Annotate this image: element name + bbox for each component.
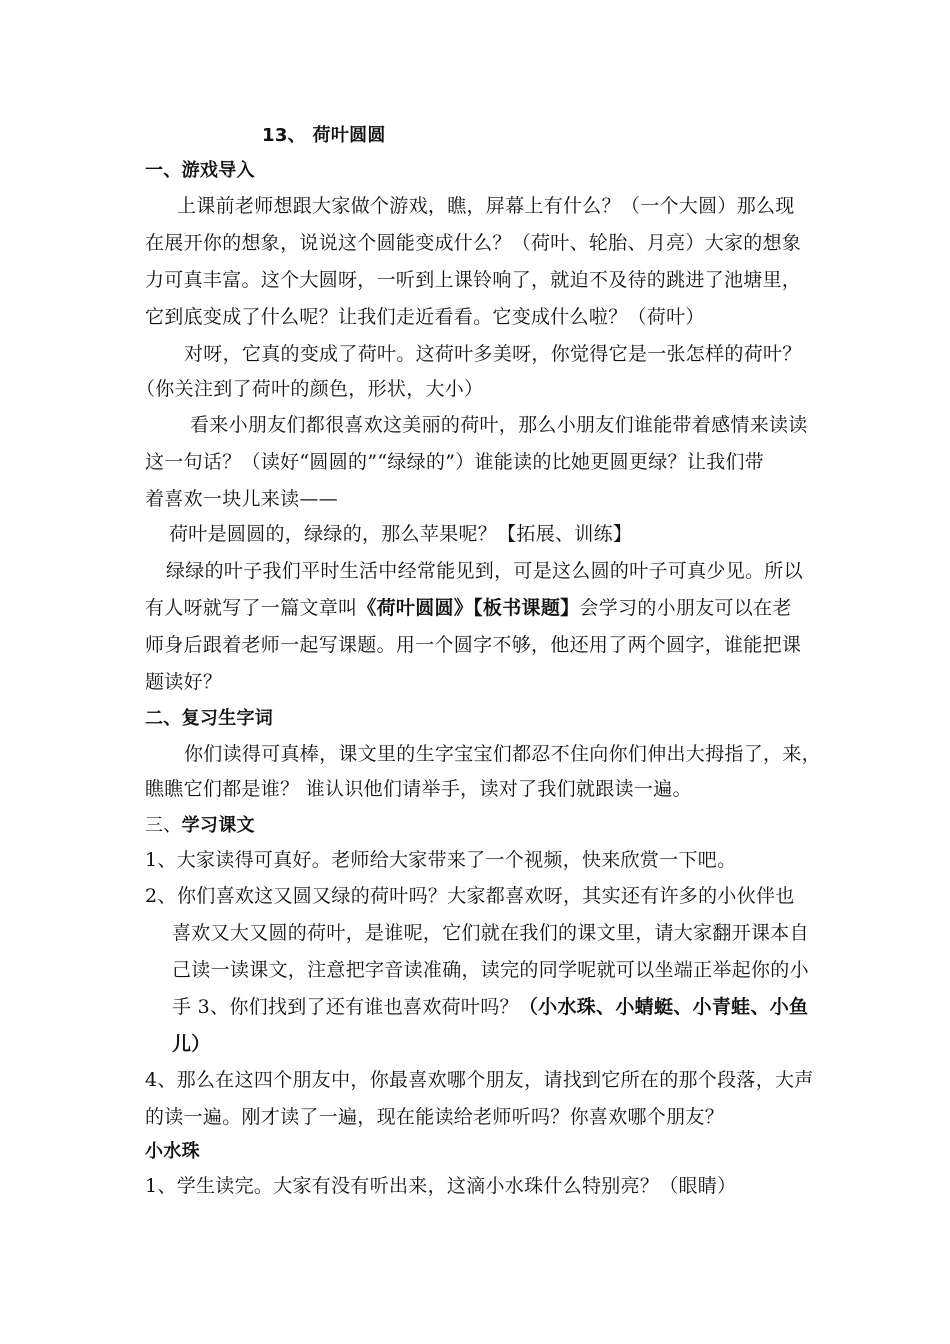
paragraph-line: 这一句话？（读好“圆圆的”“绿绿的”）谁能读的比她更圆更绿？让我们带 [145,451,765,473]
list-item-2-line-with-bold [172,993,808,1021]
board-title-run: 《荷叶圆圆》【板书课题】 [357,597,580,619]
section-heading-study-text [145,812,255,840]
text-run: 手 3、你们找到了还有谁也喜欢荷叶吗？ [172,996,519,1018]
paragraph-line: 师身后跟着老师一起写课题。用一个圆字不够，他还用了两个圆字，谁能把课 [145,634,802,656]
paragraph-line: 荷叶是圆圆的，绿绿的，那么苹果呢？【拓展、训练】 [169,523,633,545]
paragraph-line: 瞧瞧它们都是谁？ 谁认识他们请举手，读对了我们就跟读一遍。 [145,778,692,800]
list-item-2-line: 己读一读课文，注意把字音读准确，读完的同学呢就可以坐端正举起你的小 [172,959,809,981]
paragraph-line: （你关注到了荷叶的颜色，形状，大小） [136,378,484,400]
sub-list-item-1: 1、学生读完。大家有没有听出来，这滴小水珠什么特别亮？（眼睛） [145,1175,737,1197]
paragraph-line: 它到底变成了什么呢？让我们走近看看。它变成什么啦？（荷叶） [145,306,705,328]
list-item-4-line: 4、那么在这四个朋友中，你最喜欢哪个朋友，请找到它所在的那个段落，大声 [145,1069,814,1091]
paragraph-line-with-bold-title [145,594,792,622]
paragraph-line: 对呀，它真的变成了荷叶。这荷叶多美呀，你觉得它是一张怎样的荷叶？ [184,343,802,365]
paragraph-line: 题读好？ [145,671,223,693]
paragraph-line: 着喜欢一块儿来读—— [145,488,339,510]
paragraph-line: 在展开你的想象，说说这个圆能变成什么？（荷叶、轮胎、月亮）大家的想象 [145,232,802,254]
text-run: 有人呀就写了一篇文章叫 [145,597,358,619]
sub-heading-water-drop: 小水珠 [145,1141,200,1162]
friends-list-run: （小水珠、小蜻蜓、小青蛙、小鱼 [518,996,809,1018]
list-item-2-line: 你们喜欢这又圆又绿的荷叶吗？大家都喜欢呀，其实还有许多的小伙伴也 [177,885,795,907]
section-heading-game-intro: 一、游戏导入 [145,160,255,181]
list-item-2-line: 儿） [172,1033,211,1055]
heading-text: 学习课文 [181,815,255,836]
paragraph-line: 绿绿的叶子我们平时生活中经常能见到，可是这么圆的叶子可真少见。所以 [166,560,803,582]
paragraph-line: 看来小朋友们都很喜欢这美丽的荷叶，那么小朋友们谁能带着感情来读读 [190,414,808,436]
paragraph-line: 上课前老师想跟大家做个游戏，瞧，屏幕上有什么？（一个大圆）那么现 [177,195,795,217]
list-item-2-number: 2、 [145,885,177,907]
paragraph-line: 你们读得可真棒，课文里的生字宝宝们都忍不住向你们伸出大拇指了，来， [184,743,821,765]
text-run: 会学习的小朋友可以在老 [579,597,792,619]
list-item-4-line: 的读一遍。刚才读了一遍，现在能读给老师听吗？你喜欢哪个朋友？ [145,1106,725,1128]
heading-number: 三、 [145,815,182,836]
list-item-1: 1、大家读得可真好。老师给大家带来了一个视频，快来欣赏一下吧。 [145,849,737,871]
list-item-2-line: 喜欢又大又圆的荷叶，是谁呢，它们就在我们的课文里，请大家翻开课本自 [172,922,809,944]
section-heading-review: 二、复习生字词 [145,708,274,729]
lesson-title: 13、 荷叶圆圆 [262,125,386,146]
paragraph-line: 力可真丰富。这个大圆呀，一听到上课铃响了，就迫不及待的跳进了池塘里， [145,269,802,291]
